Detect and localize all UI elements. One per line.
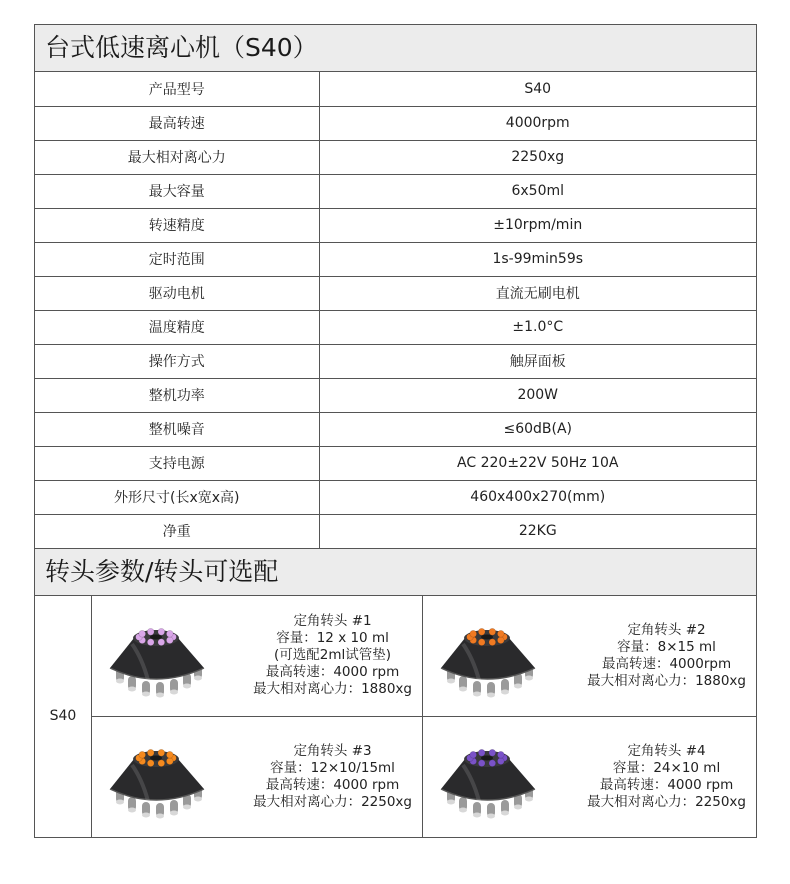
rotor-text (587, 596, 746, 716)
rotor-grid (92, 596, 756, 837)
spec-value: ±1.0°C (319, 310, 756, 344)
spec-label: 净重 (35, 514, 319, 548)
spec-label: 最大容量 (35, 174, 319, 208)
spec-value: S40 (319, 72, 756, 106)
spec-row (35, 310, 756, 344)
spec-label: 驱动电机 (35, 276, 319, 310)
spec-label: 最高转速 (35, 106, 319, 140)
rotor-text (587, 717, 746, 837)
rotor-spec-line: (可选配2ml试管垫) (274, 647, 392, 663)
rotor-text (253, 596, 412, 716)
spec-label: 转速精度 (35, 208, 319, 242)
spec-row (35, 242, 756, 276)
spec-row (35, 480, 756, 514)
rotor-card-3 (92, 717, 423, 837)
spec-section-title: 台式低速离心机（S40） (35, 25, 756, 72)
spec-table (35, 72, 756, 549)
rotor-spec-line: 容量：12 x 10 ml (276, 630, 389, 646)
spec-row (35, 72, 756, 106)
spec-value: AC 220±22V 50Hz 10A (319, 446, 756, 480)
spec-value: ≤60dB(A) (319, 412, 756, 446)
spec-row (35, 378, 756, 412)
spec-value: 22KG (319, 514, 756, 548)
spec-label: 外形尺寸(长x宽x高) (35, 480, 319, 514)
spec-row (35, 208, 756, 242)
spec-value: 200W (319, 378, 756, 412)
rotor-spec-line: 最高转速：4000 rpm (265, 664, 400, 680)
spec-value: 4000rpm (319, 106, 756, 140)
rotor-spec-line: 最高转速：4000rpm (601, 655, 732, 672)
rotor-card-2 (423, 596, 756, 717)
spec-label: 操作方式 (35, 344, 319, 378)
rotor-spec-line: 最大相对离心力：2250xg (253, 793, 412, 810)
spec-label: 最大相对离心力 (35, 140, 319, 174)
rotor-spec-line: 最高转速：4000 rpm (265, 776, 400, 793)
spec-row (35, 344, 756, 378)
rotor-spec-line: 最大相对离心力：2250xg (587, 793, 746, 810)
spec-value: 2250xg (319, 140, 756, 174)
rotor-model-cell: S40 (35, 596, 92, 837)
rotor-image-icon (433, 739, 541, 819)
rotor-image-icon (102, 618, 210, 698)
rotor-name: 定角转头 #3 (293, 742, 372, 759)
rotor-card-1 (92, 596, 423, 717)
rotor-spec-line: 最高转速：4000 rpm (599, 776, 734, 793)
rotor-image-icon (102, 739, 210, 819)
spec-label: 整机功率 (35, 378, 319, 412)
spec-value: 1s-99min59s (319, 242, 756, 276)
rotor-section-title: 转头参数/转头可选配 (35, 549, 756, 596)
spec-label: 定时范围 (35, 242, 319, 276)
rotor-name: 定角转头 #1 (293, 613, 372, 629)
spec-value: 直流无刷电机 (319, 276, 756, 310)
rotor-text (253, 717, 412, 837)
rotor-spec-line: 容量：8×15 ml (617, 638, 716, 655)
spec-label: 支持电源 (35, 446, 319, 480)
spec-row (35, 174, 756, 208)
spec-value: 460x400x270(mm) (319, 480, 756, 514)
spec-label: 产品型号 (35, 72, 319, 106)
rotor-section (35, 596, 756, 837)
rotor-name: 定角转头 #4 (627, 742, 706, 759)
spec-row (35, 412, 756, 446)
rotor-name: 定角转头 #2 (627, 621, 706, 638)
spec-row (35, 514, 756, 548)
rotor-spec-line: 最大相对离心力：1880xg (253, 681, 412, 697)
spec-sheet (34, 24, 757, 838)
rotor-spec-line: 容量：24×10 ml (612, 759, 721, 776)
spec-row (35, 276, 756, 310)
rotor-card-4 (423, 717, 756, 837)
spec-value: ±10rpm/min (319, 208, 756, 242)
spec-row (35, 106, 756, 140)
rotor-spec-line: 最大相对离心力：1880xg (587, 672, 746, 689)
rotor-spec-line: 容量：12×10/15ml (270, 759, 395, 776)
spec-value: 触屏面板 (319, 344, 756, 378)
spec-value: 6x50ml (319, 174, 756, 208)
spec-label: 整机噪音 (35, 412, 319, 446)
rotor-image-icon (433, 618, 541, 698)
spec-label: 温度精度 (35, 310, 319, 344)
spec-row (35, 140, 756, 174)
spec-row (35, 446, 756, 480)
